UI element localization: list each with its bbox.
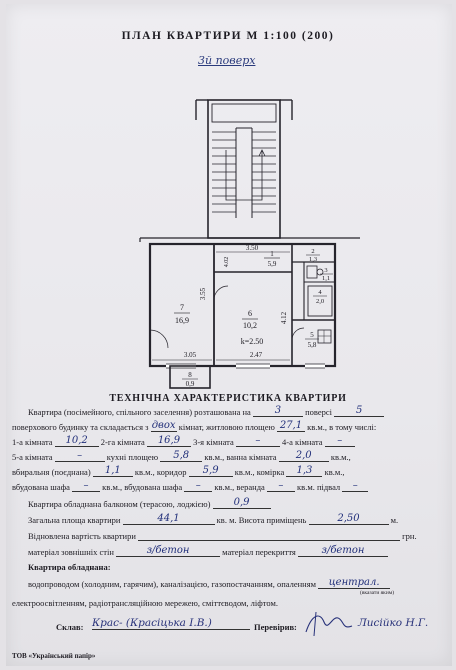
stove bbox=[318, 330, 331, 343]
stair-window bbox=[212, 104, 276, 122]
closet-value: 1,3 bbox=[286, 466, 322, 477]
tech-title: ТЕХНІЧНА ХАРАКТЕРИСТИКА КВАРТИРИ bbox=[109, 393, 347, 404]
kitchen-value: 5,8 bbox=[160, 451, 202, 462]
room-4-id: 4 bbox=[318, 289, 322, 296]
row-builtin: вбудована шафа – кв.м., вбудована шафа – кв.м., веранда – кв.м. підвал – bbox=[12, 481, 368, 492]
room-6-id: 6 bbox=[248, 309, 252, 318]
room3-value: – bbox=[236, 436, 280, 447]
corridor-value: 5,9 bbox=[189, 466, 233, 477]
ceiling-value: з/бетон bbox=[298, 546, 388, 557]
walls-value: з/бетон bbox=[116, 546, 220, 557]
room-7-id: 7 bbox=[180, 303, 184, 312]
room-1-id: 1 bbox=[270, 250, 274, 258]
room-2-area: 1,3 bbox=[308, 256, 318, 263]
dim-left: 3.55 bbox=[199, 287, 207, 301]
row-total-area: Загальна площа квартири 44,1 кв. м. Висота приміщень 2,50 м. bbox=[28, 513, 399, 525]
row-electric: електроосвітленням, радіотрансляційною мережею, сміттєводом, ліфтом. bbox=[12, 598, 278, 608]
toilet bbox=[307, 266, 317, 278]
room-3-id: 3 bbox=[324, 267, 328, 274]
row-materials: матеріал зовнішніх стін з/бетон матеріал перекриття з/бетон bbox=[28, 546, 388, 557]
row-rooms: поверхового будинку та складається з двох кімнат, житловою площею 27,1 кв.м., в тому числі: bbox=[12, 420, 377, 432]
checked-by-signature: Лисійко Н.Г. bbox=[358, 617, 429, 629]
row-balcony: Квартира обладнана балконом (терасою, лоджією) 0,9 bbox=[28, 498, 271, 509]
total-area-value: 44,1 bbox=[123, 514, 215, 525]
room-7-area: 16,9 bbox=[175, 316, 189, 325]
wc-value: 1,1 bbox=[93, 466, 133, 477]
row-location: Квартира (посімейного, спільного заселення) розташована на 3 поверсі 5 bbox=[28, 406, 384, 417]
balcony-value: 0,9 bbox=[213, 498, 271, 509]
room-1-area: 5,9 bbox=[267, 260, 277, 268]
signature-scribble bbox=[302, 608, 356, 638]
row-equipped-title: Квартира обладнана: bbox=[28, 562, 111, 572]
row-kitchen-bath: 5-а кімната – кухні площею 5,8 кв.м., ванна кімната 2,0 кв.м., bbox=[12, 450, 351, 462]
room-5-area: 5,8 bbox=[307, 341, 317, 349]
builtin1-value: – bbox=[72, 481, 100, 492]
plan-title: ПЛАН КВАРТИРИ М 1:100 (200) bbox=[121, 30, 335, 42]
row-cost: Відновлена вартість квартири грн. bbox=[28, 531, 417, 541]
room2-value: 16,9 bbox=[147, 436, 191, 447]
room-6-area: 10,2 bbox=[243, 321, 257, 330]
room1-value: 10,2 bbox=[55, 436, 99, 447]
room-8-id: 8 bbox=[188, 371, 192, 379]
basement-value: – bbox=[342, 481, 368, 492]
row-utilities: водопроводом (холодним, гарячим), каналізацією, газопостачанням, опаленням централ. bbox=[28, 578, 390, 589]
height-value: 2,50 bbox=[309, 514, 389, 525]
cost-value bbox=[138, 530, 400, 541]
stairwell-outline bbox=[208, 100, 280, 238]
dim-top: 3.50 bbox=[245, 244, 259, 252]
room-4-area: 2,0 bbox=[315, 298, 325, 305]
room-3-area: 1,1 bbox=[321, 275, 331, 282]
row-wc-corridor: вбиральня (поєднана) 1,1 кв.м., коридор 5,9 кв.м., комірка 1,3 кв.м., bbox=[12, 465, 345, 477]
room5-value: – bbox=[55, 451, 105, 462]
room-5-id: 5 bbox=[310, 331, 314, 339]
dim-bottom-left: 3.05 bbox=[183, 351, 197, 359]
floor-note: 3й поверх bbox=[198, 54, 256, 67]
footer-org: ТОВ «Український папір» bbox=[12, 652, 96, 660]
room-8-area: 0,9 bbox=[185, 380, 195, 388]
bath-value: 2,0 bbox=[279, 451, 329, 462]
compiled-label: Склав: bbox=[56, 622, 84, 632]
checked-label: Перевірив: bbox=[254, 622, 297, 632]
heating-note: (вказати яким) bbox=[360, 590, 395, 596]
builtin2-value: – bbox=[184, 481, 212, 492]
room-2-id: 2 bbox=[311, 248, 315, 255]
height-label: k=2.50 bbox=[240, 337, 264, 346]
dim-small: 4.02 bbox=[224, 256, 230, 268]
dim-bottom-mid: 2.47 bbox=[249, 351, 263, 359]
living-area-value: 27,1 bbox=[277, 421, 305, 432]
compiled-by-signature: Крас- (Красіцька І.В.) bbox=[92, 617, 250, 630]
floors-total-value: 5 bbox=[334, 406, 384, 417]
stair-arrow bbox=[226, 150, 262, 200]
veranda-value: – bbox=[267, 481, 295, 492]
heating-value: централ. bbox=[318, 578, 390, 589]
floor-value: 3 bbox=[253, 406, 303, 417]
row-rooms-1-4: 1-а кімната 10,2 2-га кімната 16,9 3-я кімната – 4-а кімната – bbox=[12, 436, 355, 447]
room4-value: – bbox=[325, 436, 355, 447]
rooms-count-value: двох bbox=[151, 420, 176, 431]
dim-mid: 4.12 bbox=[280, 311, 288, 325]
